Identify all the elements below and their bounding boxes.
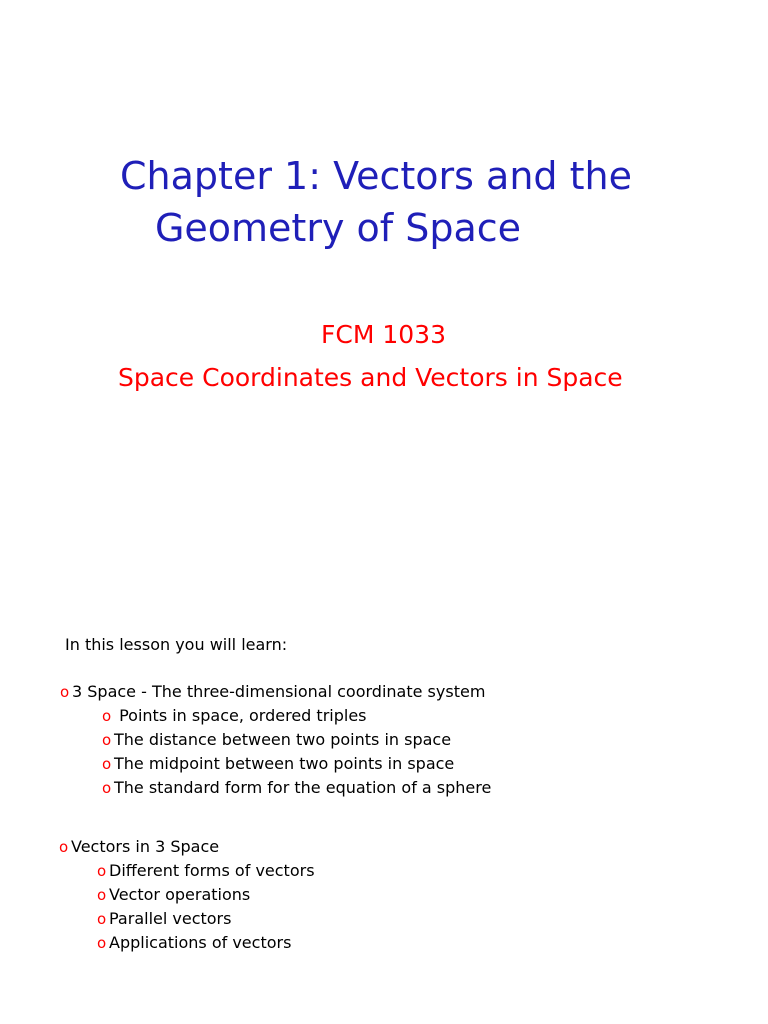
sub-list [102, 704, 491, 800]
list-item [97, 859, 315, 883]
list-item [102, 704, 491, 728]
sub-list [97, 859, 315, 955]
section-heading-label: 3 Space - The three-dimensional coordinate system [72, 682, 486, 701]
bullet-icon: o [102, 707, 112, 725]
list-item-label: Points in space, ordered triples [114, 706, 367, 725]
course-topic: Space Coordinates and Vectors in Space [118, 363, 623, 392]
section-heading [59, 835, 315, 859]
course-code: FCM 1033 [321, 320, 446, 349]
section-vectors-in-3-space [59, 835, 315, 955]
section-heading-label: Vectors in 3 Space [71, 837, 220, 856]
list-item [102, 776, 491, 800]
title-line-2: Geometry of Space [154, 206, 522, 250]
list-item [97, 931, 315, 955]
list-item [102, 728, 491, 752]
sub-list-container [60, 704, 491, 800]
list-item [102, 752, 491, 776]
list-item-label: Applications of vectors [109, 933, 292, 952]
sub-list-container [59, 859, 315, 955]
list-item-label: The midpoint between two points in space [114, 754, 455, 773]
list-item-label: The distance between two points in space [114, 730, 452, 749]
bullet-icon: o [60, 683, 70, 701]
bullet-icon: o [97, 934, 107, 952]
bullet-icon: o [97, 862, 107, 880]
bullet-icon: o [102, 779, 112, 797]
title-line-1: Chapter 1: Vectors and the [120, 154, 632, 198]
section-heading [60, 680, 491, 704]
intro-text: In this lesson you will learn: [65, 635, 288, 654]
bullet-icon: o [59, 838, 69, 856]
section-3-space [60, 680, 491, 800]
bullet-icon: o [97, 910, 107, 928]
list-item-label: Vector operations [109, 885, 251, 904]
bullet-icon: o [97, 886, 107, 904]
bullet-icon: o [102, 755, 112, 773]
list-item-label: Different forms of vectors [109, 861, 315, 880]
list-item-label: The standard form for the equation of a sphere [114, 778, 492, 797]
list-item [97, 907, 315, 931]
bullet-icon: o [102, 731, 112, 749]
list-item [97, 883, 315, 907]
list-item-label: Parallel vectors [109, 909, 232, 928]
